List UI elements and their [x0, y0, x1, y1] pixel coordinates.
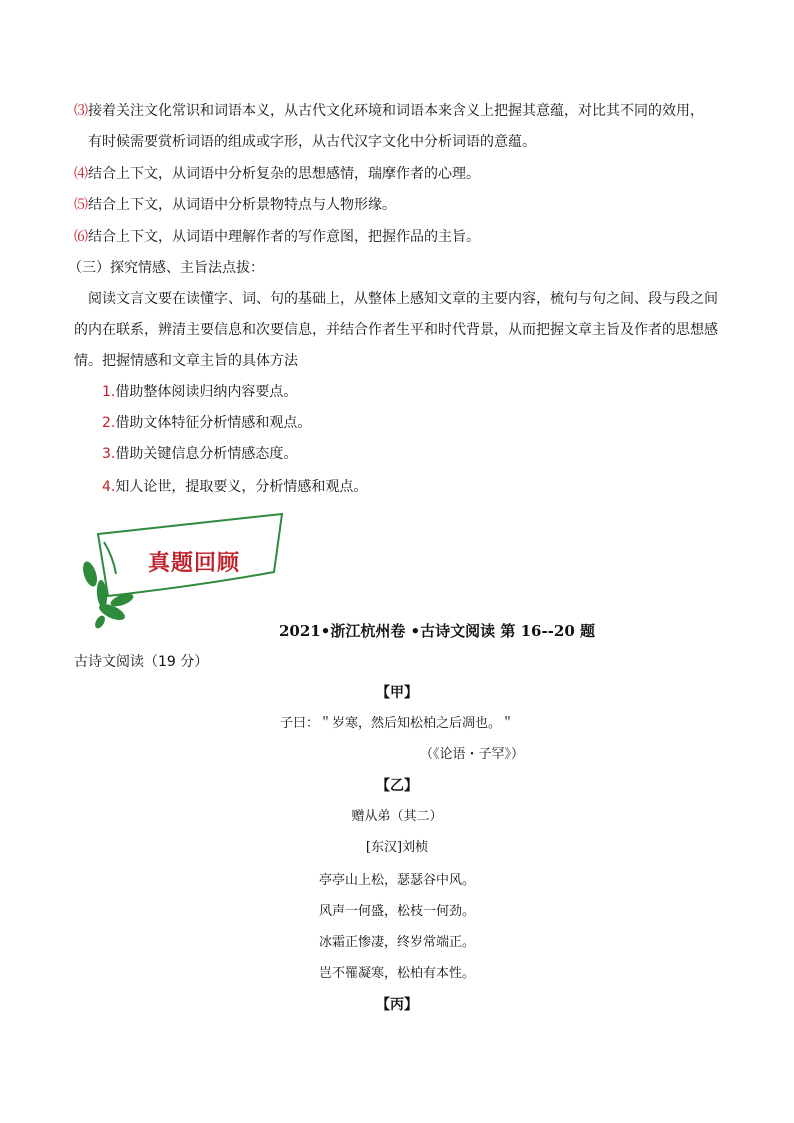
- item-1-text: 借助整体阅读归纳内容要点。: [115, 384, 298, 400]
- method-6-text: 结合上下文，从词语中理解作者的写作意图，把握作品的主旨。: [88, 229, 480, 245]
- method-6-number: ⑹: [74, 229, 88, 245]
- passage-jia-source: （《论语・子罕》）: [420, 747, 525, 762]
- section-3-heading: （三）探究情感、主旨法点拔：: [68, 260, 264, 276]
- item-3-text: 借助关键信息分析情感态度。: [115, 446, 298, 462]
- passage-jia-quote: 子曰：＂岁寒，然后知松柏之后凋也。＂: [279, 716, 514, 731]
- poem-author: [东汉]刘桢: [365, 840, 429, 855]
- method-3-line-2: 有时候需要赏析词语的组成或字形，从古代汉字文化中分析词语的意蕴。: [88, 134, 536, 150]
- section-3-para-line-2: 的内在联系，辨清主要信息和次要信息，并结合作者生平和时代背景，从而把握文章主旨及作者的思想感: [74, 322, 718, 338]
- section-3-item-3: [102, 444, 297, 464]
- poem-line-3: 冰霜正惨凄，终岁常端正。: [318, 935, 475, 950]
- method-3-text: 接着关注文化常识和词语本义，从古代文化环境和词语本来含义上把握其意蕴，对比其不同的效用，: [88, 103, 704, 119]
- exam-subtitle: 古诗文阅读（19 分）: [74, 654, 209, 670]
- poem-line-1: 亭亭山上松，瑟瑟谷中风。: [318, 873, 475, 888]
- method-6: [74, 227, 480, 247]
- passage-yi-label: 【乙】: [376, 778, 418, 794]
- method-5-text: 结合上下文，从词语中分析景物特点与人物形缘。: [88, 197, 396, 213]
- section-3-item-1: [102, 382, 297, 402]
- item-3-number: 3.: [102, 446, 116, 462]
- item-2-text: 借助文体特征分析情感和观点。: [115, 415, 312, 431]
- passage-bing-label: 【丙】: [376, 997, 418, 1013]
- method-3-number: ⑶: [74, 103, 88, 119]
- method-5-number: ⑸: [74, 197, 88, 213]
- passage-jia-label: 【甲】: [376, 685, 418, 701]
- poem-line-4: 岂不罹凝寒，松柏有本性。: [318, 966, 475, 981]
- section-3-item-2: [102, 413, 311, 433]
- method-4: [74, 164, 480, 184]
- item-4-text: 知人论世，提取要义，分析情感和观点。: [115, 479, 368, 495]
- method-4-number: ⑷: [74, 166, 88, 182]
- method-4-text: 结合上下文，从词语中分析复杂的思想感情，瑞摩作者的心理。: [88, 166, 480, 182]
- method-5: [74, 195, 396, 215]
- section-3-item-4: [102, 477, 367, 497]
- method-3-line-1: [74, 101, 704, 121]
- exam-title: 2021•浙江杭州卷 •古诗文阅读 第 16--20 题: [278, 622, 595, 640]
- banner-label: 真题回顾: [148, 550, 241, 576]
- poem-title: 赠从弟（其二）: [351, 809, 443, 824]
- item-1-number: 1.: [102, 384, 116, 400]
- section-3-para-line-1: 阅读文言文要在读懂字、词、句的基础上，从整体上感知文章的主要内容，梳句与句之间、段与段之间: [88, 291, 718, 307]
- item-4-number: 4.: [102, 479, 116, 495]
- section-banner: [70, 512, 300, 632]
- item-2-number: 2.: [102, 415, 116, 431]
- section-3-para-line-3: 情。把握情感和文章主旨的具体方法: [74, 353, 298, 369]
- poem-line-2: 风声一何盛，松枝一何劲。: [318, 904, 475, 919]
